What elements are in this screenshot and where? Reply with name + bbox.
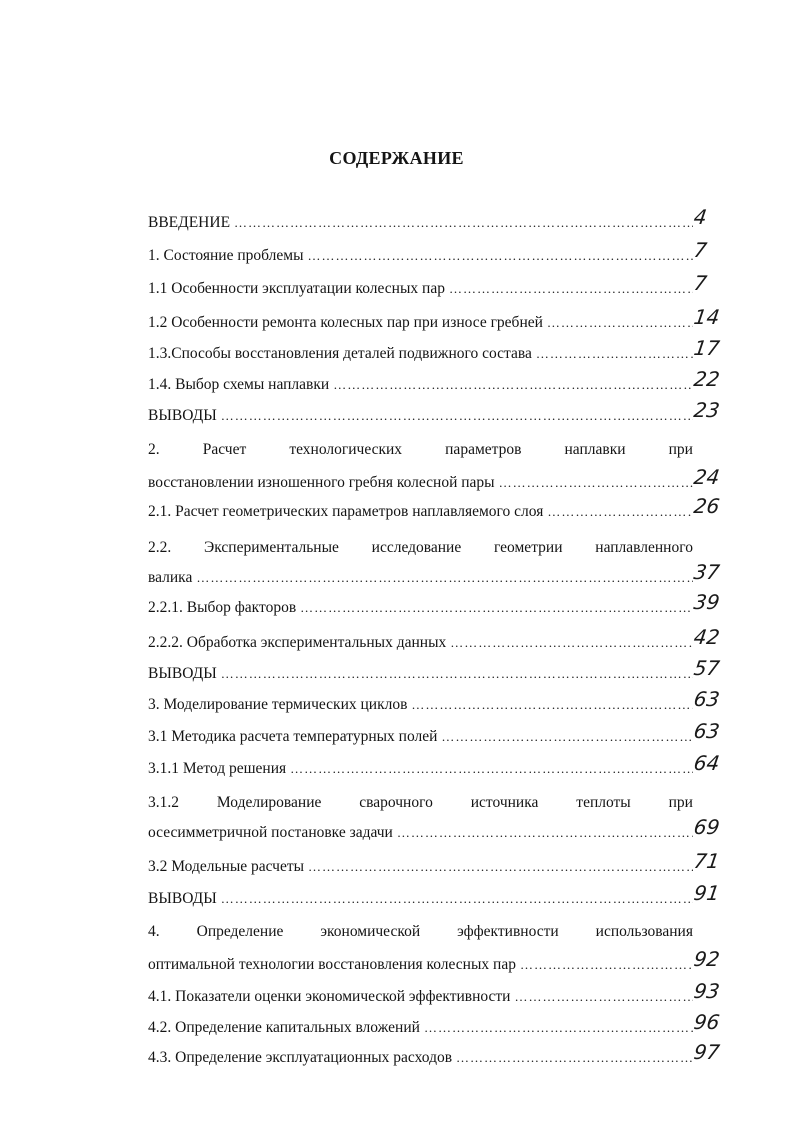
toc-entry-word: Расчет xyxy=(202,441,247,458)
toc-leader-dots xyxy=(411,693,693,717)
toc-leader-dots xyxy=(221,887,693,911)
toc-entry xyxy=(148,631,693,655)
toc-entry-title: 1.1 Особенности эксплуатации колесных пар xyxy=(148,280,445,297)
toc-entry-title: ВЫВОДЫ xyxy=(148,407,217,424)
toc-entry-title: валика xyxy=(148,569,193,586)
toc-entry xyxy=(148,244,693,268)
toc-leader-dots xyxy=(397,821,693,845)
toc-page-number: 97 xyxy=(692,1040,722,1064)
toc-entry-line xyxy=(148,791,693,815)
toc-page-number: 14 xyxy=(692,305,722,329)
toc-leader-dots xyxy=(307,244,693,268)
toc-page-number: 42 xyxy=(692,625,722,649)
toc-entry-word: теплоты xyxy=(576,794,631,811)
toc-leader-dots xyxy=(234,211,693,235)
toc-leader-dots xyxy=(221,662,693,686)
toc-page-number: 17 xyxy=(692,336,722,360)
toc-entry-line xyxy=(148,920,693,944)
toc-page-number: 26 xyxy=(692,494,722,518)
toc-entry-word: сварочного xyxy=(359,794,433,811)
toc-page-number: 96 xyxy=(692,1010,722,1034)
toc-page-number: 57 xyxy=(692,656,722,680)
toc-entry-title: 4.2. Определение капитальных вложений xyxy=(148,1019,420,1036)
toc-entry-word: Экспериментальные xyxy=(204,539,339,556)
toc-leader-dots xyxy=(424,1016,693,1040)
toc-entry-title: 4.1. Показатели оценки экономической эффективности xyxy=(148,988,511,1005)
toc-leader-dots xyxy=(547,500,693,524)
toc-entry-line xyxy=(148,536,693,560)
toc-page-number: 39 xyxy=(692,590,722,614)
toc-entry-line xyxy=(148,438,693,462)
toc-entry-title: осесимметричной постановке задачи xyxy=(148,824,393,841)
toc-page-number: 4 xyxy=(692,205,709,229)
toc-entry-title: восстановлении изношенного гребня колесной пары xyxy=(148,474,495,491)
toc-leader-dots xyxy=(536,342,693,366)
toc-entry-word: параметров xyxy=(445,441,522,458)
toc-entry-word: 2. xyxy=(148,441,160,458)
toc-entry xyxy=(148,693,693,717)
toc-entry xyxy=(148,277,693,301)
toc-page-number: 63 xyxy=(692,719,722,743)
toc-page-number: 24 xyxy=(692,465,722,489)
toc-entry xyxy=(148,662,693,686)
toc-page-number: 63 xyxy=(692,687,722,711)
toc-entry-title: 4.3. Определение эксплуатационных расходов xyxy=(148,1049,453,1066)
toc-entry xyxy=(148,404,693,428)
toc-leader-dots xyxy=(514,985,693,1009)
toc-entry-title: 2.2.2. Обработка экспериментальных данных xyxy=(148,634,447,651)
toc-entry-title: ВЫВОДЫ xyxy=(148,665,217,682)
toc-entry-word: технологических xyxy=(289,441,403,458)
toc-entry-title: 3.1 Методика расчета температурных полей xyxy=(148,728,438,745)
toc-entry-word: исследование xyxy=(371,539,462,556)
toc-leader-dots xyxy=(300,596,693,620)
toc-leader-dots xyxy=(449,277,693,301)
toc-page-number: 7 xyxy=(692,271,709,295)
toc-entry-title: ВВЕДЕНИЕ xyxy=(148,214,231,231)
toc-entry-title: ВЫВОДЫ xyxy=(148,890,217,907)
toc-entry-title: 1.3.Способы восстановления деталей подвижного состава xyxy=(148,345,532,362)
toc-entry xyxy=(148,757,693,781)
toc-entry-word: 2.2. xyxy=(148,539,172,556)
toc-leader-dots xyxy=(547,311,693,335)
toc-entry xyxy=(148,471,693,495)
toc-leader-dots xyxy=(456,1046,693,1070)
toc-entry xyxy=(148,211,693,235)
toc-entry xyxy=(148,500,693,524)
toc-leader-dots xyxy=(499,471,693,495)
toc-entry-word: наплавленного xyxy=(595,539,693,556)
toc-leader-dots xyxy=(308,855,693,879)
toc-entry xyxy=(148,342,693,366)
toc-entry xyxy=(148,855,693,879)
toc-entry xyxy=(148,1016,693,1040)
toc-leader-dots xyxy=(450,631,693,655)
toc-page-number: 93 xyxy=(692,979,722,1003)
toc-entry-title: 2.1. Расчет геометрических параметров наплавляемого слоя xyxy=(148,503,544,520)
toc-page-number: 22 xyxy=(692,367,722,391)
toc-entry-word: 4. xyxy=(148,923,160,940)
toc-entry xyxy=(148,596,693,620)
toc-entry xyxy=(148,985,693,1009)
toc-entry-word: Определение xyxy=(196,923,284,940)
toc-page-number: 91 xyxy=(692,881,722,905)
toc-leader-dots xyxy=(520,953,693,977)
toc-entry-word: при xyxy=(668,441,693,458)
toc-entry-title: оптимальной технологии восстановления колесных пар xyxy=(148,956,516,973)
toc-entry-title: 3.2 Модельные расчеты xyxy=(148,858,305,875)
toc-page-number: 7 xyxy=(692,238,709,262)
toc-entry-word: экономической xyxy=(320,923,421,940)
toc-entry xyxy=(148,821,693,845)
toc-entry-title: 1. Состояние проблемы xyxy=(148,247,304,264)
toc-entry-word: эффективности xyxy=(457,923,559,940)
toc-leader-dots xyxy=(441,725,693,749)
toc-entry-word: Моделирование xyxy=(216,794,322,811)
toc-page-number: 92 xyxy=(692,947,722,971)
toc-page-number: 71 xyxy=(692,849,722,873)
toc-leader-dots xyxy=(290,757,693,781)
toc-entry-word: геометрии xyxy=(494,539,563,556)
toc-leader-dots xyxy=(196,566,693,590)
toc-leader-dots xyxy=(221,404,693,428)
toc-entry xyxy=(148,953,693,977)
toc-entry-title: 2.2.1. Выбор факторов xyxy=(148,599,297,616)
toc-entry xyxy=(148,725,693,749)
toc-entry xyxy=(148,887,693,911)
toc-leader-dots xyxy=(333,373,693,397)
page-title: СОДЕРЖАНИЕ xyxy=(329,148,464,168)
toc-entry-title: 3.1.1 Метод решения xyxy=(148,760,287,777)
toc-page-number: 64 xyxy=(692,751,722,775)
toc-entry-word: наплавки xyxy=(564,441,626,458)
toc-entry-word: 3.1.2 xyxy=(148,794,179,811)
toc-entry xyxy=(148,373,693,397)
toc-entry xyxy=(148,566,693,590)
toc-entry-title: 1.4. Выбор схемы наплавки xyxy=(148,376,330,393)
toc-entry-word: использования xyxy=(595,923,693,940)
toc-page-number: 69 xyxy=(692,815,722,839)
toc-entry xyxy=(148,311,693,335)
toc-page-number: 23 xyxy=(692,398,722,422)
toc-entry-title: 1.2 Особенности ремонта колесных пар при износе гребней xyxy=(148,314,543,331)
toc-entry xyxy=(148,1046,693,1070)
toc-entry-title: 3. Моделирование термических циклов xyxy=(148,696,408,713)
toc-entry-word: при xyxy=(668,794,693,811)
toc-entry-word: источника xyxy=(470,794,539,811)
toc-page-number: 37 xyxy=(692,560,722,584)
